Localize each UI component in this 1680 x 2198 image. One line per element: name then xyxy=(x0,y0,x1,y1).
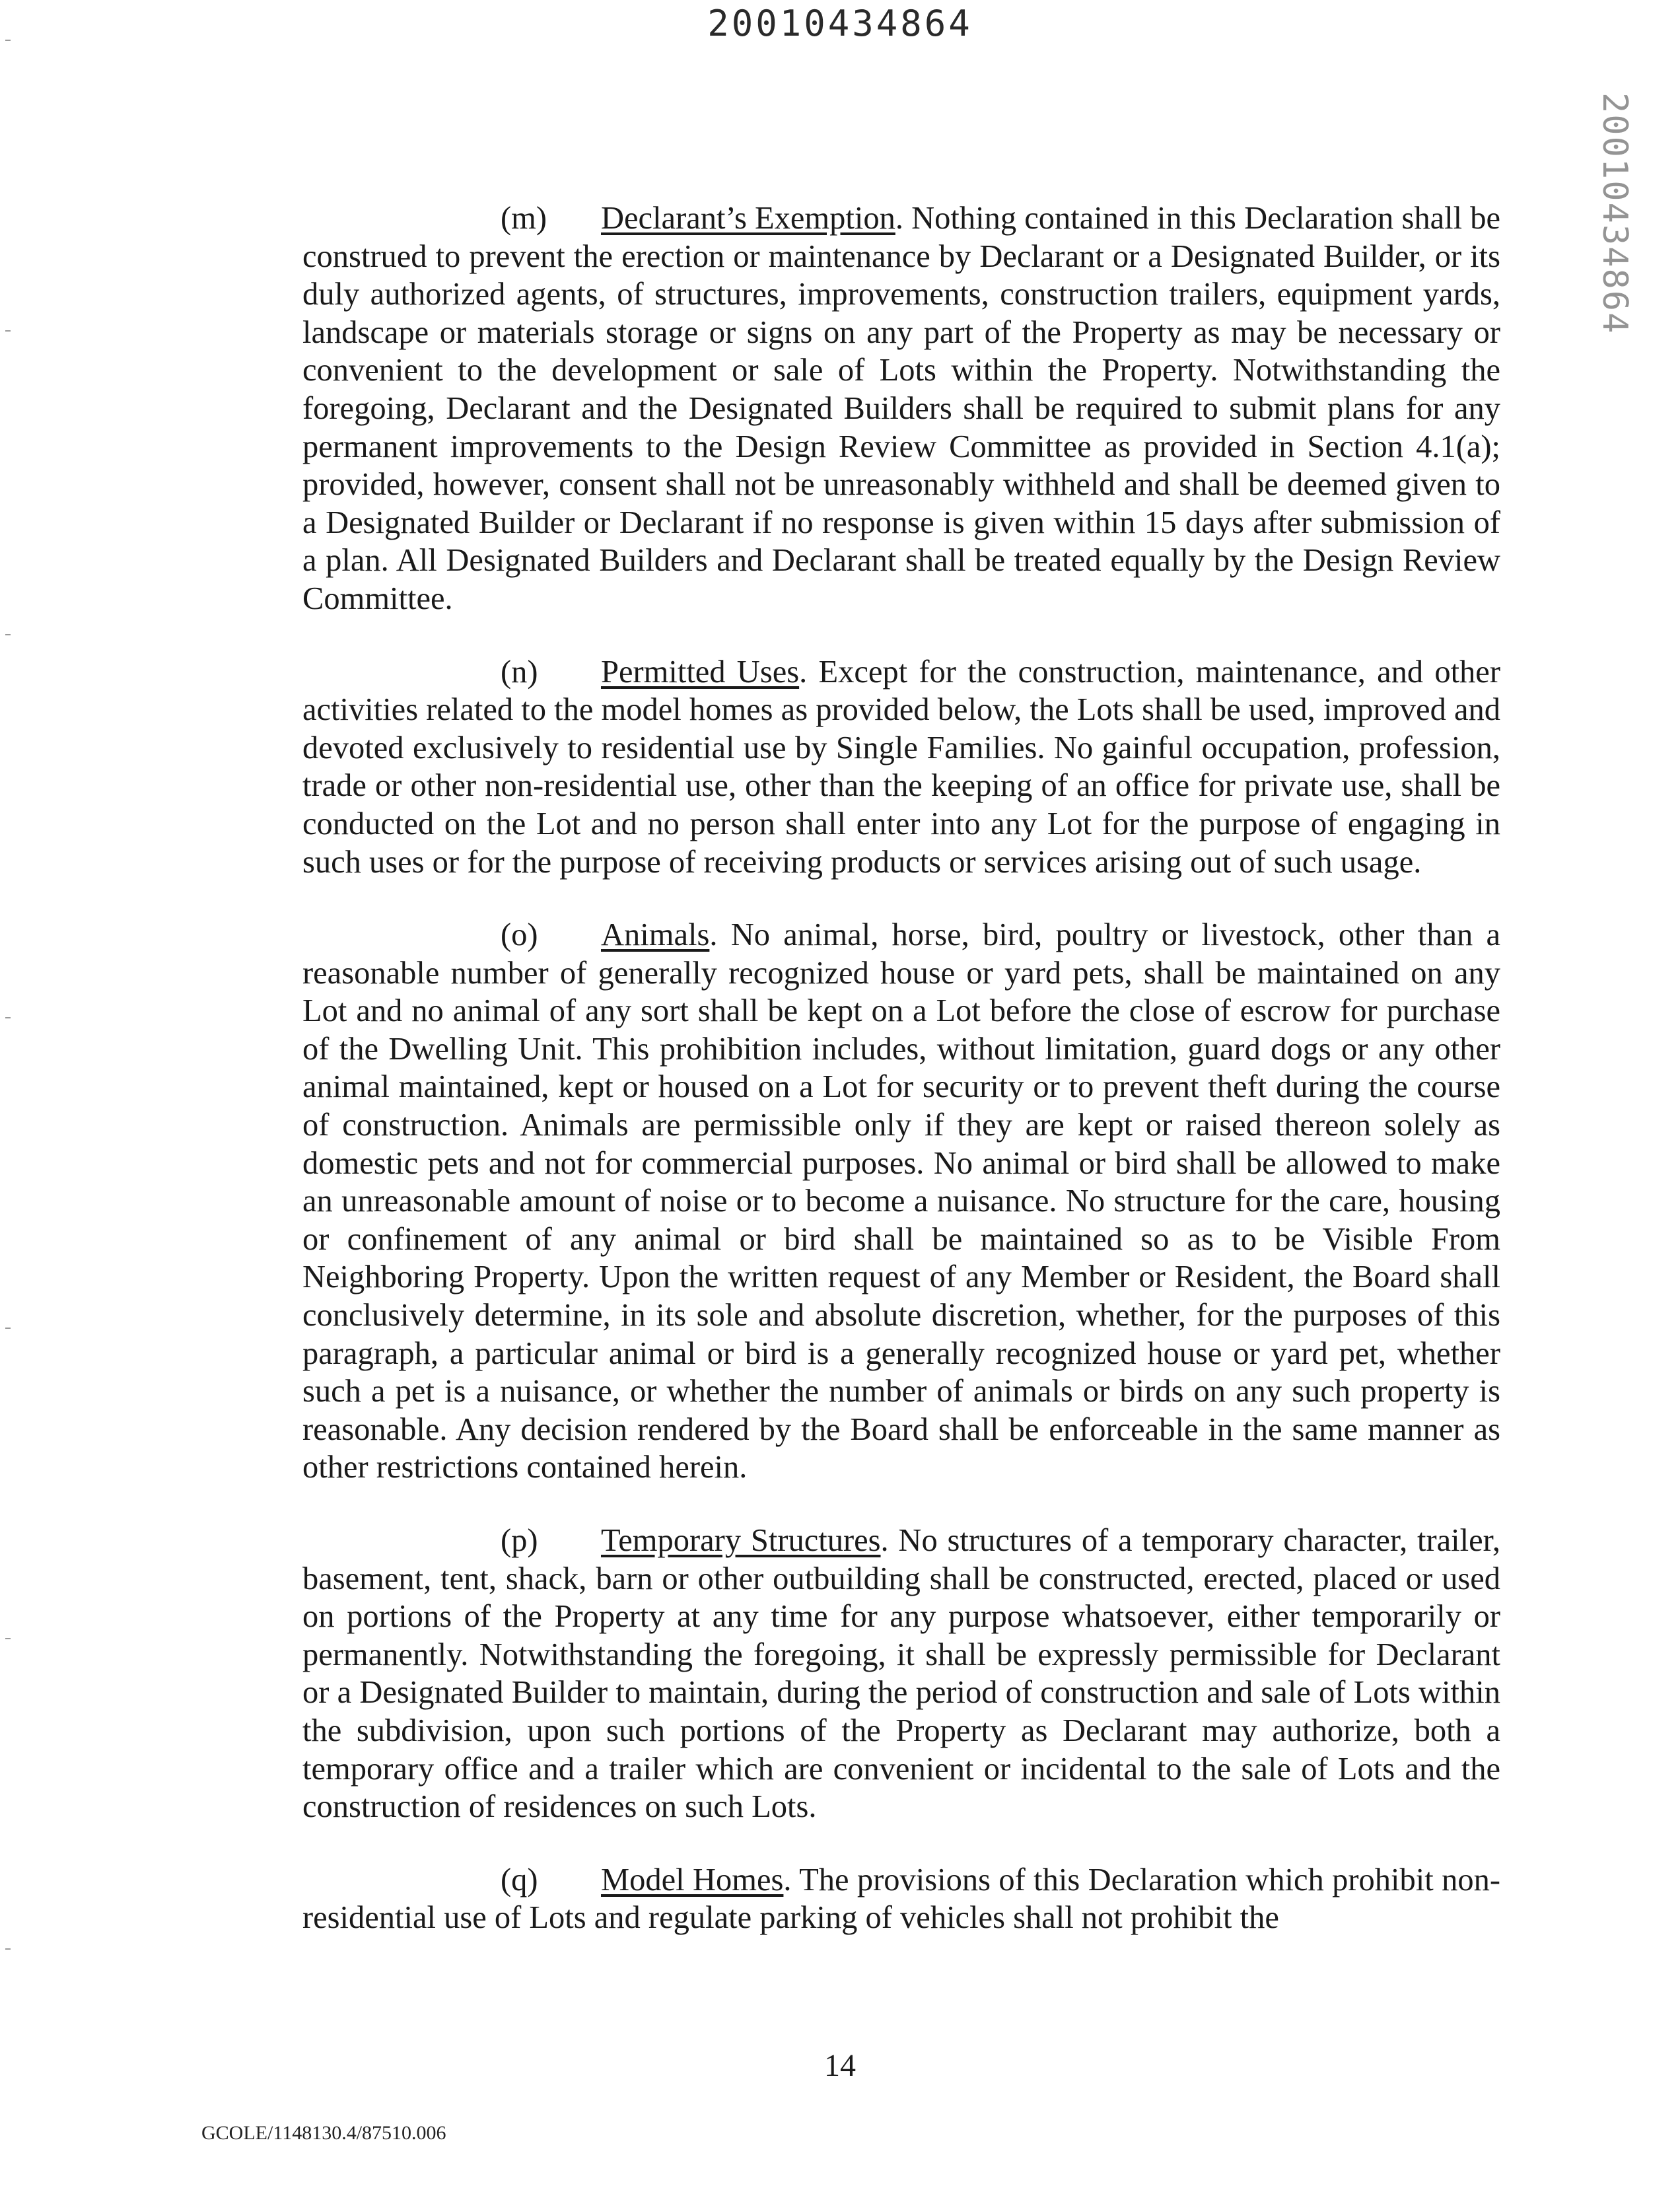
paragraph-marker: (p) xyxy=(501,1523,538,1558)
paragraph-text: . No structures of a temporary character, trailer, basement, tent, shack, barn or other outbuilding shall be constructed, erected, placed or used on portions of the Property at any time for any purpose whatsoever, either temporarily or permanently. Notwithstanding the foregoing, it shall be expressly permissible for Declarant or a Designated Builder to maintain, during the period of construction and sale of Lots within the subdivision, upon such portions of the Property as Declarant may authorize, both a temporary office and a trailer which are convenient or incidental to the sale of Lots and the construction of residences on such Lots. xyxy=(302,1523,1500,1825)
paragraph-heading: Declarant’s Exemption xyxy=(601,201,895,236)
scan-margin-tick xyxy=(5,1638,11,1639)
footer-file-id: GCOLE/1148130.4/87510.006 xyxy=(201,2122,446,2144)
paragraph-p xyxy=(302,1522,1500,1826)
paragraph-heading: Temporary Structures xyxy=(601,1523,881,1558)
paragraph-marker: (m) xyxy=(501,201,547,236)
document-number: 20010434864 xyxy=(707,3,973,44)
paragraph-text: . Except for the construction, maintenance, and other activities related to the model homes as provided below, the Lots shall be used, improved and devoted exclusively to residential use by Single Families. No gainful occupation, profession, trade or other non-residential use, other than the keeping of an office for private use, shall be conducted on the Lot and no person shall enter into any Lot for the purpose of engaging in such uses or for the purpose of receiving products or services arising out of such usage. xyxy=(302,654,1500,880)
paragraph-marker: (o) xyxy=(501,917,538,953)
scan-margin-tick xyxy=(5,1328,11,1329)
paragraph-heading: Model Homes xyxy=(601,1862,784,1897)
side-recording-stamp: 20010434864 xyxy=(1595,92,1634,335)
paragraph-marker: (q) xyxy=(501,1862,538,1897)
paragraph-o xyxy=(302,916,1500,1487)
paragraph-q xyxy=(302,1861,1500,1937)
scan-margin-tick xyxy=(5,634,11,635)
scan-margin-tick xyxy=(5,40,11,41)
paragraph-n xyxy=(302,653,1500,882)
paragraph-heading: Permitted Uses xyxy=(601,654,800,690)
paragraph-m xyxy=(302,199,1500,618)
document-body xyxy=(302,199,1500,1937)
scan-margin-tick xyxy=(5,1017,11,1018)
paragraph-marker: (n) xyxy=(501,654,538,690)
paragraph-heading: Animals xyxy=(601,917,710,953)
paragraph-text: . No animal, horse, bird, poultry or livestock, other than a reasonable number of generally recognized house or yard pets, shall be maintained on any Lot and no animal of any sort shall be kept on a Lot before the close of escrow for purchase of the Dwelling Unit. This prohibition includes, without limitation, guard dogs or any other animal maintained, kept or housed on a Lot for security or to prevent theft during the course of construction. Animals are permissible only if they are kept or raised thereon solely as domestic pets and not for commercial purposes. No animal or bird shall be allowed to make an unreasonable amount of noise or to become a nuisance. No structure for the care, housing or confinement of any animal or bird shall be maintained so as to be Visible From Neighboring Property. Upon the written request of any Member or Resident, the Board shall conclusively determine, in its sole and absolute discretion, whether, for the purposes of this paragraph, a particular animal or bird is a generally recognized house or yard pet, whether such a pet is a nuisance, or whether the number of animals or birds on any such property is reasonable. Any decision rendered by the Board shall be enforceable in the same manner as other restrictions contained herein. xyxy=(302,917,1500,1485)
paragraph-text: . The provisions of this Declaration which prohibit non-residential use of Lots and regulate parking of vehicles shall not prohibit the xyxy=(302,1862,1500,1936)
page-number: 14 xyxy=(824,2048,856,2083)
paragraph-text: . Nothing contained in this Declaration shall be construed to prevent the erection or maintenance by Declarant or a Designated Builder, or its duly authorized agents, of structures, improvements, construction trailers, equipment yards, landscape or materials storage or signs on any part of the Property as may be necessary or convenient to the development or sale of Lots within the Property. Notwithstanding the foregoing, Declarant and the Designated Builders shall be required to submit plans for any permanent improvements to the Design Review Committee as provided in Section 4.1(a); provided, however, consent shall not be unreasonably withheld and shall be deemed given to a Designated Builder or Declarant if no response is given within 15 days after submission of a plan. All Designated Builders and Declarant shall be treated equally by the Design Review Committee. xyxy=(302,201,1500,616)
scan-margin-tick xyxy=(5,330,11,332)
scan-margin-tick xyxy=(5,1948,11,1950)
